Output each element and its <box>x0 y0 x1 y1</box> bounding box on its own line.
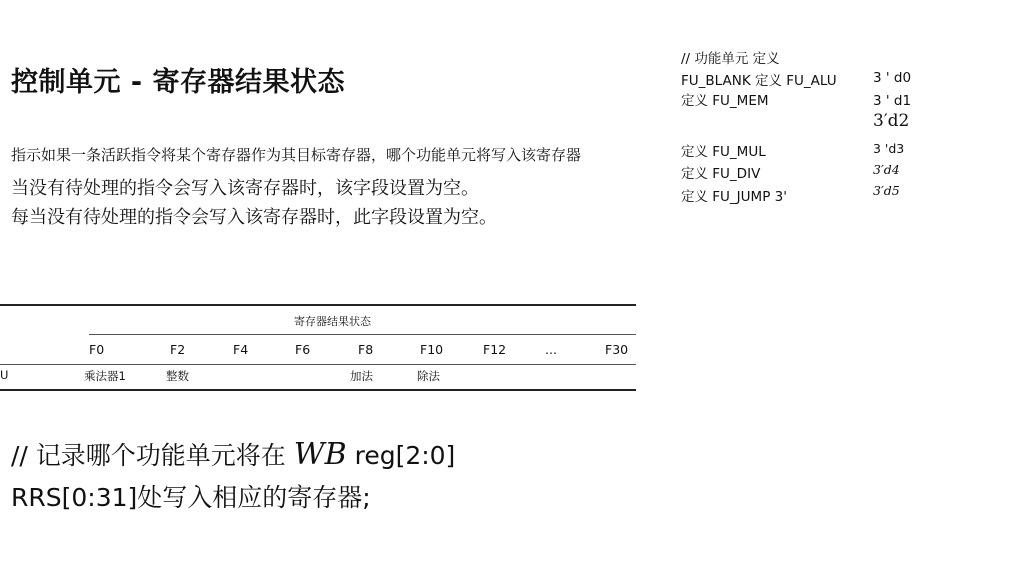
comment-line-1 <box>11 436 455 472</box>
code-def-label-alu: FU_BLANK 定义 FU_ALU <box>681 73 837 89</box>
code-def-value-d4: 3′d4 <box>873 162 900 177</box>
description-line-1: 指示如果一条活跃指令将某个寄存器作为其目标寄存器，哪个功能单元将写入该寄存器 <box>11 146 582 164</box>
table-caption: 寄存器结果状态 <box>294 315 371 328</box>
code-def-label-jump: 定义 FU_JUMP 3' <box>681 189 787 205</box>
code-def-value-d5: 3′d5 <box>873 183 900 198</box>
table-header-f0: F0 <box>89 342 105 357</box>
table-header-f8: F8 <box>358 342 374 357</box>
table-header-f10: F10 <box>420 342 444 357</box>
code-def-value-d0: 3 ' d0 <box>873 70 912 86</box>
description-line-3: 每当没有待处理的指令会写入该寄存器时，此字段设置为空。 <box>11 207 497 228</box>
table-bottom-rule <box>0 389 636 391</box>
comment-line-2: RRS[0:31]处写入相应的寄存器; <box>11 483 371 512</box>
table-cell-f8: 加法 <box>350 369 373 383</box>
table-header-f2: F2 <box>170 342 186 357</box>
comment-math-wb: WB <box>293 437 347 472</box>
comment-prefix: // 记录哪个功能单元将在 <box>11 441 294 470</box>
table-row-label: U <box>0 368 9 382</box>
code-def-label-div: 定义 FU_DIV <box>681 166 761 182</box>
table-header-rule <box>0 364 636 365</box>
code-def-value-d1: 3 ' d1 <box>873 93 912 109</box>
table-header-f12: F12 <box>483 342 507 357</box>
table-header-ellipsis: ... <box>545 342 557 357</box>
code-def-label-mul: 定义 FU_MUL <box>681 144 766 160</box>
code-defs-header: // 功能单元 定义 <box>681 51 780 67</box>
description-line-2: 当没有待处理的指令会写入该寄存器时，该字段设置为空。 <box>11 178 479 199</box>
table-cell-f2: 整数 <box>166 369 189 383</box>
table-header-f6: F6 <box>295 342 311 357</box>
table-top-rule <box>0 304 636 306</box>
page-title: 控制单元 - 寄存器结果状态 <box>11 67 346 98</box>
table-header-f4: F4 <box>233 342 249 357</box>
comment-suffix: reg[2:0] <box>346 441 456 470</box>
table-caption-rule <box>89 334 636 335</box>
table-cell-f0: 乘法器1 <box>84 369 126 383</box>
code-def-value-d2: 3′d2 <box>873 111 910 131</box>
code-def-value-d3: 3 'd3 <box>873 141 905 156</box>
table-header-f30: F30 <box>605 342 629 357</box>
code-def-label-mem: 定义 FU_MEM <box>681 93 769 109</box>
table-cell-f10: 除法 <box>417 369 440 383</box>
